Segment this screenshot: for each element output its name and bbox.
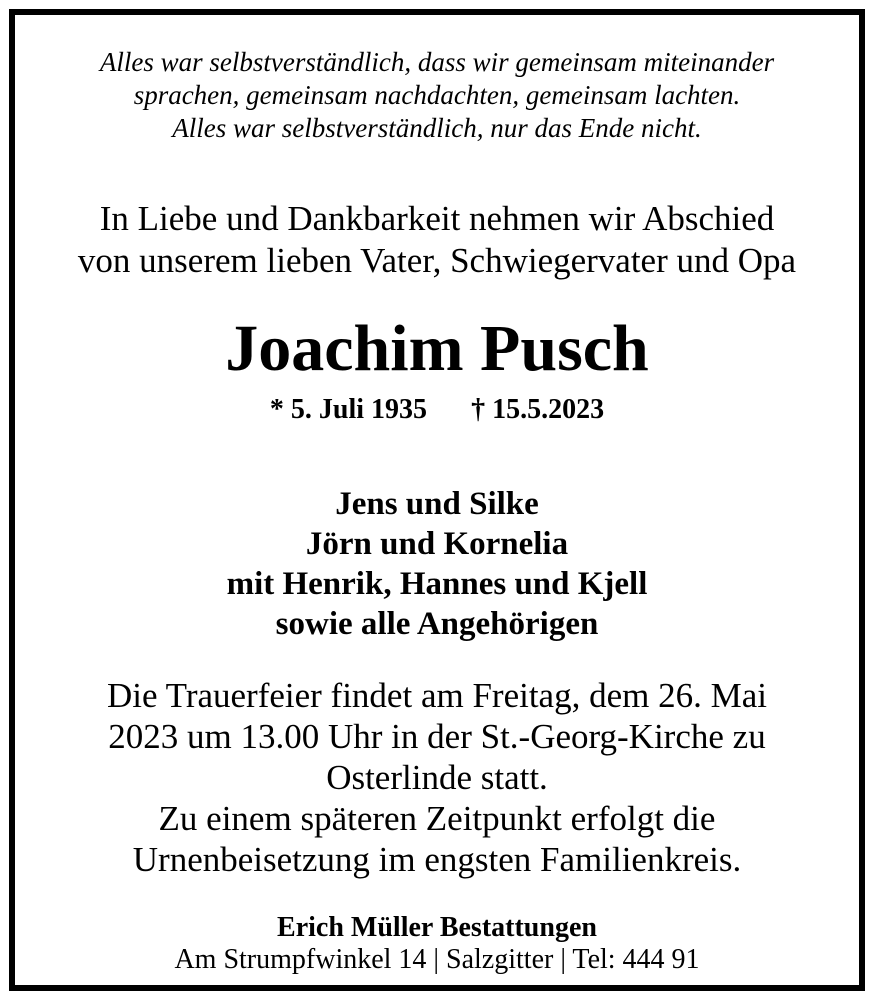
service-line-3: Osterlinde statt. [326, 758, 548, 797]
mourners-line-4: sowie alle Angehörigen [275, 606, 599, 642]
mourners-line-1: Jens und Silke [335, 486, 539, 522]
mourners-line-2: Jörn und Kornelia [305, 526, 569, 562]
motto-line-3: Alles war selbstverständlich, nur das Ende nicht. [172, 113, 702, 143]
mourners-line-3: mit Henrik, Hannes und Kjell [226, 566, 648, 602]
intro-line-2: von unserem lieben Vater, Schwiegervater und Opa [77, 241, 797, 280]
motto-line-1: Alles war selbstverständlich, dass wir gemeinsam miteinander [99, 47, 775, 77]
service-line-4: Zu einem späteren Zeitpunkt erfolgt die [158, 799, 716, 838]
intro-line-1: In Liebe und Dankbarkeit nehmen wir Abschied [99, 199, 775, 238]
service-line-1: Die Trauerfeier findet am Freitag, dem 26. Mai [107, 676, 767, 715]
service-line-2: 2023 um 13.00 Uhr in der St.-Georg-Kirche zu [108, 717, 766, 756]
obituary-notice [9, 9, 865, 991]
deceased-name: Joachim Pusch [225, 312, 649, 385]
birth-date: * 5. Juli 1935 [269, 394, 428, 425]
motto-line-2: sprachen, gemeinsam nachdachten, gemeinsam lachten. [133, 80, 741, 110]
life-dates [15, 394, 859, 426]
undertaker-name: Erich Müller Bestattungen [277, 912, 597, 943]
death-date: † 15.5.2023 [471, 394, 605, 425]
service-line-5: Urnenbeisetzung im engsten Familienkreis. [132, 840, 742, 879]
undertaker-address: Am Strumpfwinkel 14 | Salzgitter | Tel: 444 91 [174, 944, 700, 975]
